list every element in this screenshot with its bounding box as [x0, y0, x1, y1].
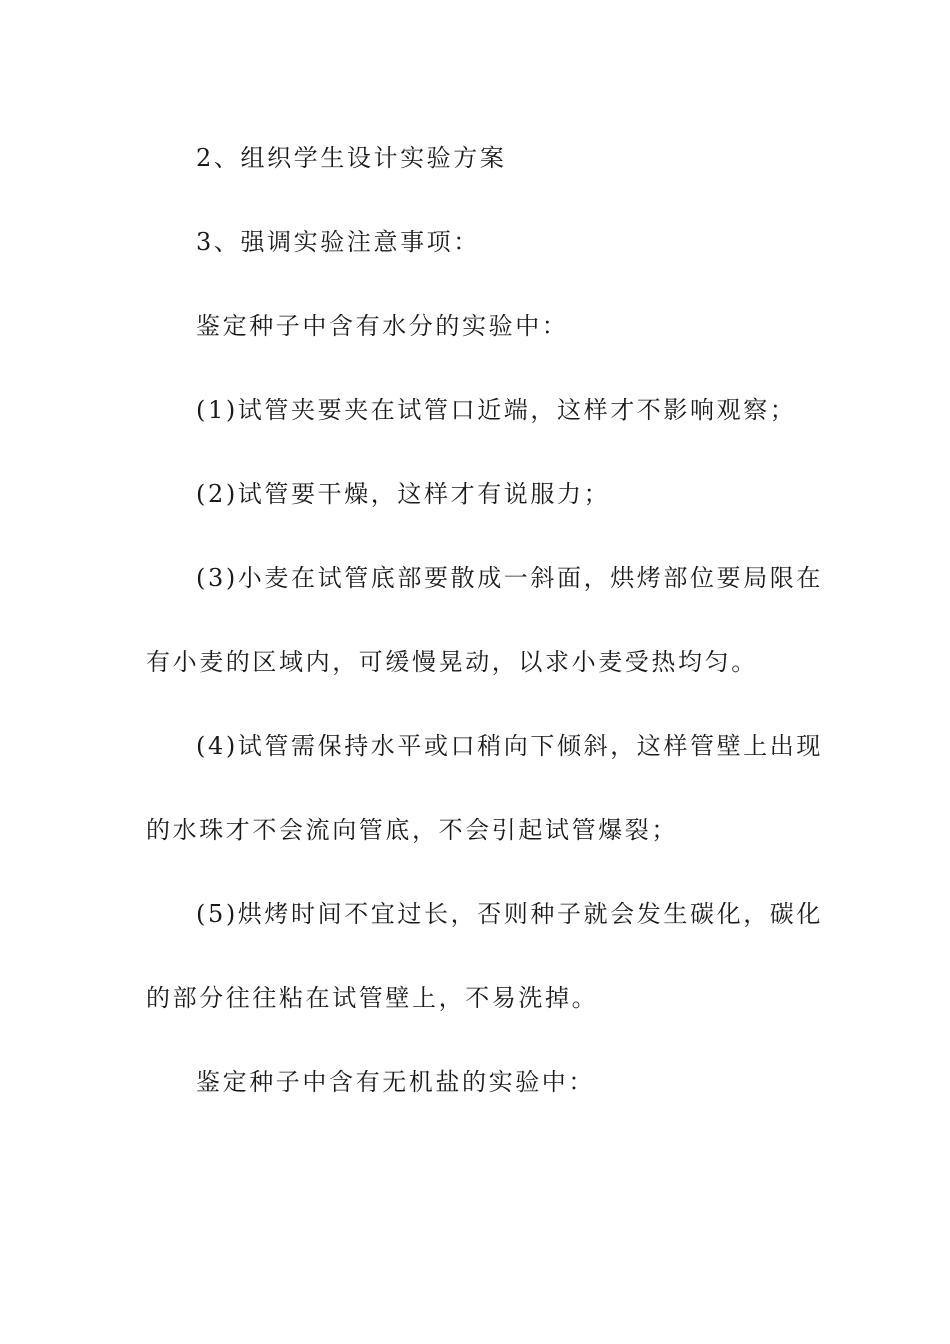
note-5-line-1: (5)烘烤时间不宜过长，否则种子就会发生碳化，碳化 [196, 900, 823, 928]
note-4-line-1: (4)试管需保持水平或口稍向下倾斜，这样管壁上出现 [196, 732, 823, 760]
note-2: (2)试管要干燥，这样才有说服力； [196, 480, 611, 508]
note-4-line-2: 的水珠才不会流向管底，不会引起试管爆裂； [146, 816, 678, 844]
note-5-line-2: 的部分往往粘在试管壁上，不易洗掉。 [146, 984, 599, 1012]
note-3-line-1: (3)小麦在试管底部要散成一斜面，烘烤部位要局限在 [196, 564, 823, 592]
step-3-heading: 3、强调实验注意事项： [196, 228, 480, 256]
step-2-heading: 2、组织学生设计实验方案 [196, 144, 507, 172]
note-3-line-2: 有小麦的区域内，可缓慢晃动，以求小麦受热均匀。 [146, 648, 758, 676]
note-1: (1)试管夹要夹在试管口近端，这样才不影响观察； [196, 396, 797, 424]
water-experiment-heading: 鉴定种子中含有水分的实验中： [196, 312, 569, 340]
mineral-experiment-heading: 鉴定种子中含有无机盐的实验中： [196, 1068, 595, 1096]
